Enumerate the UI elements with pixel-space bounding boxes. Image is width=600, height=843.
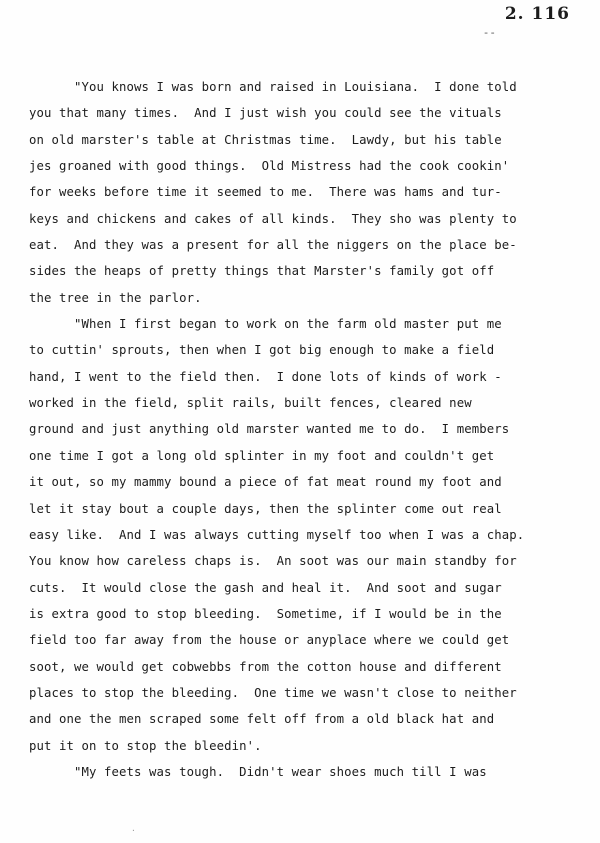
text-line: "My feets was tough. Didn't wear shoes much till I was bbox=[29, 764, 487, 779]
text-line: "You knows I was born and raised in Louisiana. I done told bbox=[29, 80, 517, 94]
text-line: sides the heaps of pretty things that Marster's family got off bbox=[29, 264, 495, 279]
text-line: for weeks before time it seemed to me. There was hams and tur- bbox=[29, 185, 502, 200]
text-line: let it stay bout a couple days, then the splinter come out real bbox=[29, 501, 502, 516]
text-line: eat. And they was a present for all the niggers on the place be- bbox=[29, 238, 517, 253]
text-line: hand, I went to the field then. I done lots of kinds of work - bbox=[29, 369, 502, 384]
top-mark: -- bbox=[482, 26, 496, 39]
text-line: keys and chickens and cakes of all kinds. They sho was plenty to bbox=[29, 211, 517, 226]
bottom-mark: · bbox=[131, 826, 136, 835]
text-line: you that many times. And I just wish you could see the vituals bbox=[29, 106, 502, 121]
text-line: cuts. It would close the gash and heal it. And soot and sugar bbox=[29, 580, 502, 595]
text-line: is extra good to stop bleeding. Sometime, if I would be in the bbox=[29, 606, 502, 621]
text-line: it out, so my mammy bound a piece of fat meat round my foot and bbox=[29, 475, 502, 490]
text-line: on old marster's table at Christmas time. Lawdy, but his table bbox=[29, 132, 502, 147]
text-line: "When I first began to work on the farm old master put me bbox=[29, 317, 502, 332]
body-text bbox=[29, 74, 589, 785]
text-line: easy like. And I was always cutting myself too when I was a chap. bbox=[29, 527, 525, 542]
text-line: to cuttin' sprouts, then when I got big enough to make a field bbox=[29, 343, 495, 358]
text-line: the tree in the parlor. bbox=[29, 290, 202, 305]
page-number: 2. 116 bbox=[504, 4, 570, 24]
text-line: ground and just anything old marster wanted me to do. I members bbox=[29, 422, 510, 437]
text-line: jes groaned with good things. Old Mistress had the cook cookin' bbox=[29, 159, 510, 174]
text-line: soot, we would get cobwebbs from the cotton house and different bbox=[29, 659, 502, 674]
text-line: one time I got a long old splinter in my foot and couldn't get bbox=[29, 448, 495, 463]
text-line: You know how careless chaps is. An soot was our main standby for bbox=[29, 554, 517, 569]
text-line: put it on to stop the bleedin'. bbox=[29, 738, 262, 753]
text-line: field too far away from the house or anyplace where we could get bbox=[29, 633, 510, 648]
text-line: worked in the field, split rails, built fences, cleared new bbox=[29, 396, 472, 411]
text-line: places to stop the bleeding. One time we wasn't close to neither bbox=[29, 685, 517, 700]
text-line: and one the men scraped some felt off from a old black hat and bbox=[29, 712, 495, 727]
